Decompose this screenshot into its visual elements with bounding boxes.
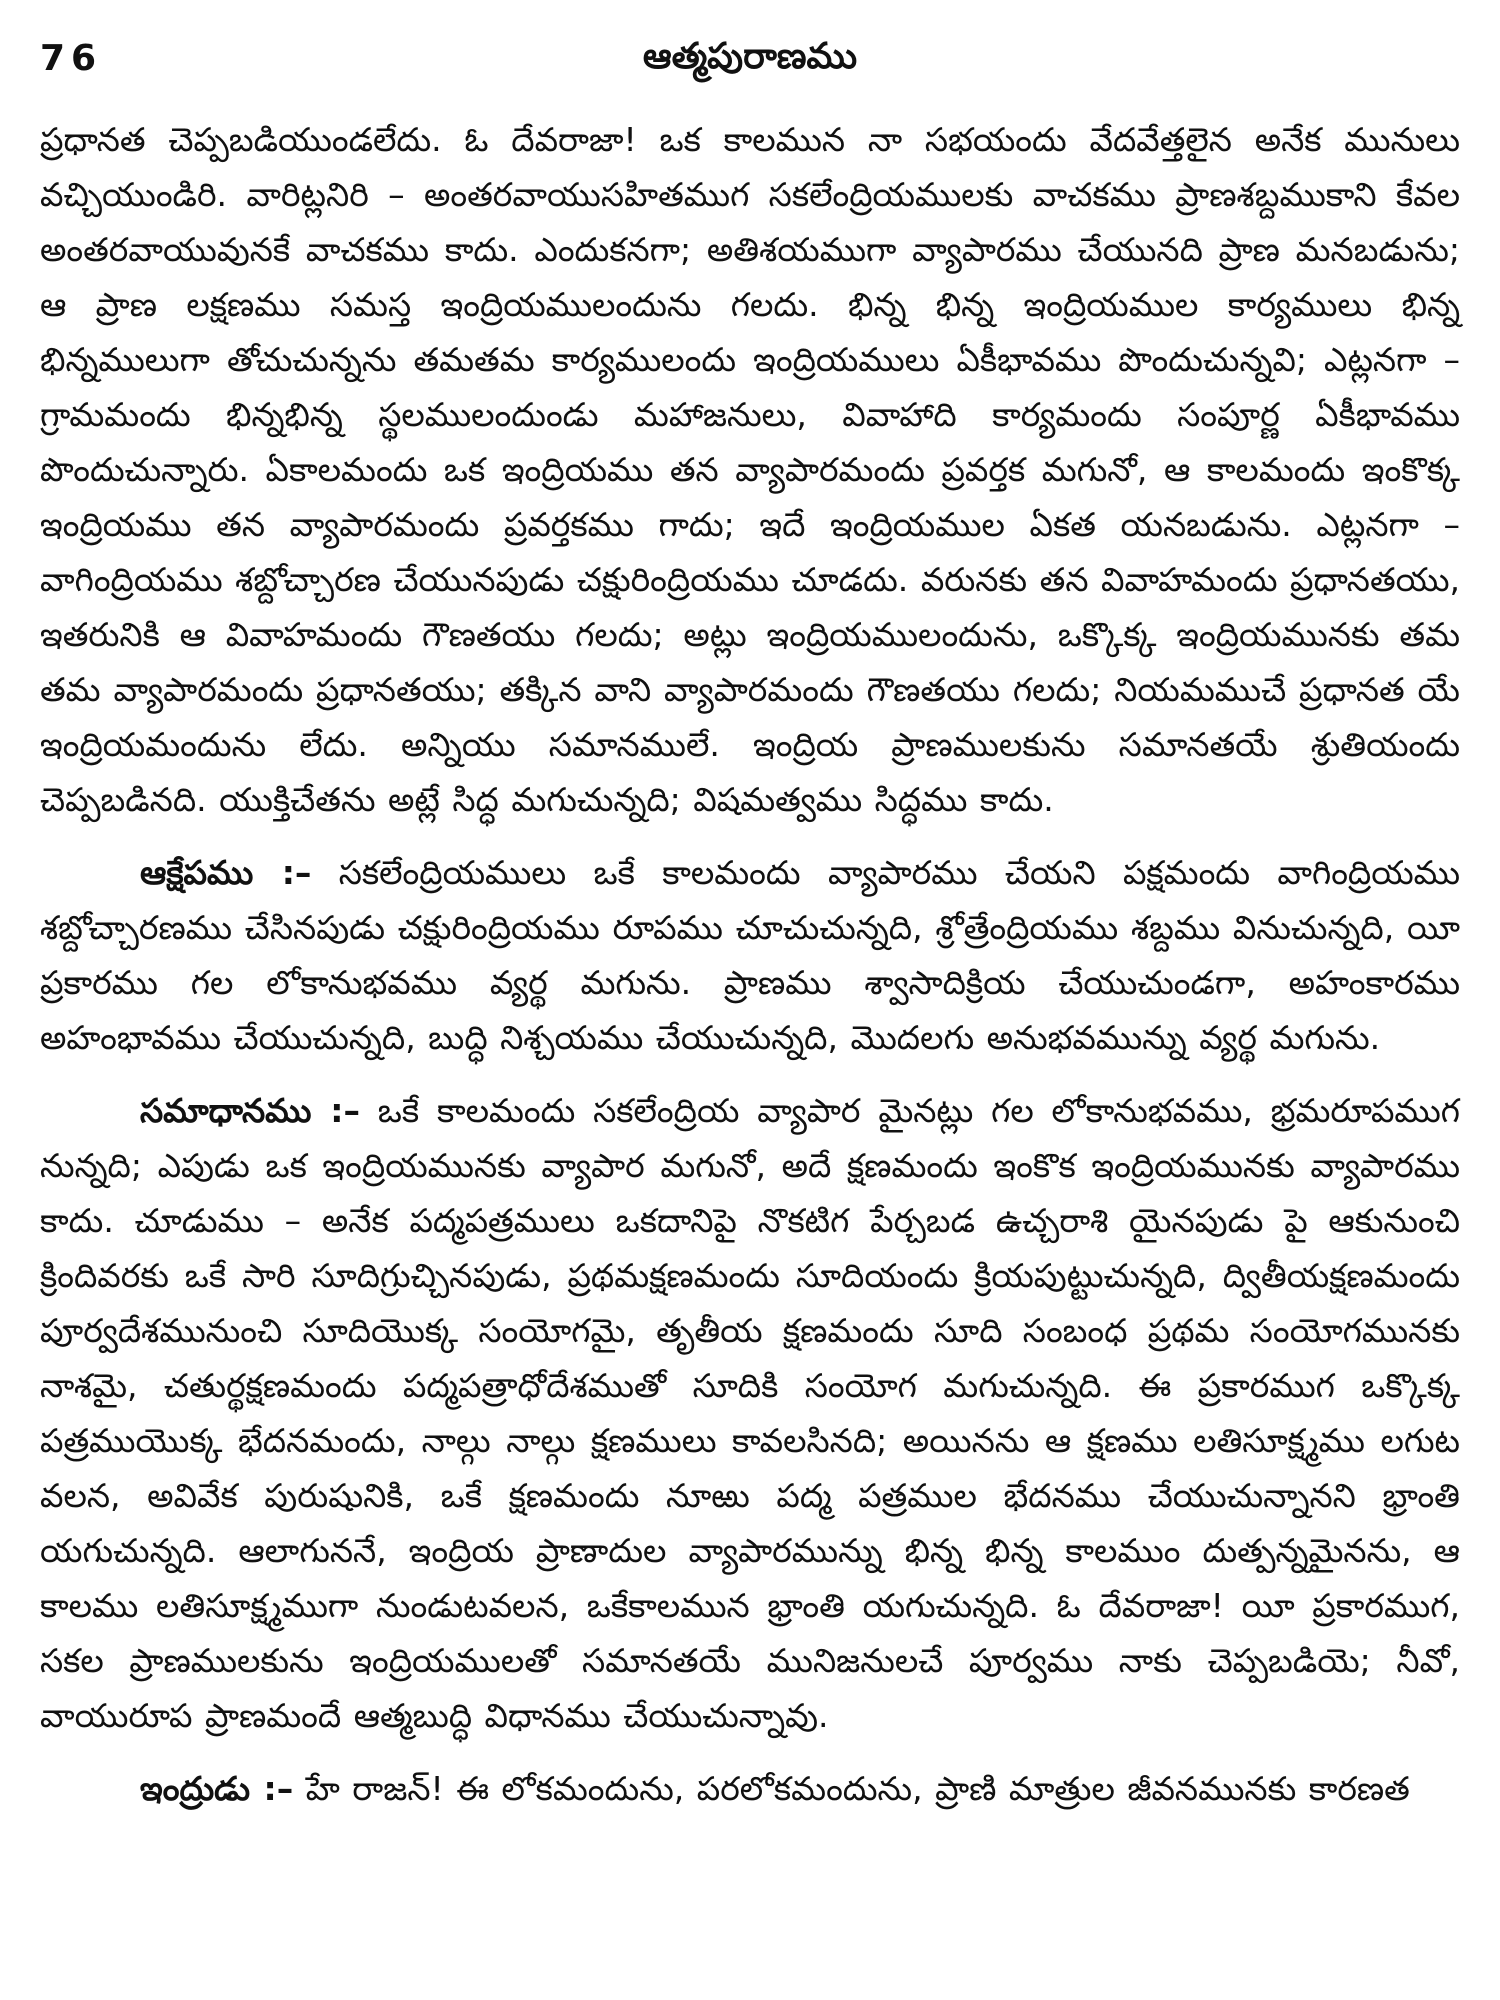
paragraph-text: ఒకే కాలమందు సకలేంద్రియ వ్యాపార మైనట్లు గల లోకానుభవము, భ్రమరూపముగ నున్నది; ఎపుడు ఒక ఇంద్రియమునకు వ్యాపార మగునో, అదే క్షణమందు ఇంకొక ఇంద్రియమునకు వ్యాపారము కాదు. చూడుము – అనేక పద్మపత్రములు ఒకదానిపై నొకటిగ పేర్చబడ ఉచ్చరాశి యైనపుడు పై ఆకునుంచి క్రిందివరకు ఒకే సారి సూదిగ్రుచ్చినపుడు, ప్రథమక్షణమందు సూదియందు క్రియపుట్టుచున్నది, ద్వితీయక్షణమందు పూర్వదేశమునుంచి సూదియొక్క సంయోగమై, తృతీయ క్షణమందు సూది సంబంధ ప్రథమ సంయోగమునకు నాశమై, చతుర్థక్షణమందు పద్మపత్రాధోదేశముతో సూదికి సంయోగ మగుచున్నది. ఈ ప్రకారముగ ఒక్కొక్క పత్రముయొక్క భేదనమందు, నాల్గు నాల్గు క్షణములు కావలసినది; అయినను ఆ క్షణము లతిసూక్ష్మము లగుట వలన, అవివేక పురుషునికి, ఒకే క్షణమందు నూఱు పద్మ పత్రముల భేదనము చేయుచున్నానని భ్రాంతి యగుచున్నది. ఆలాగుననే, ఇంద్రియ ప్రాణాదుల వ్యాపారమున్ను భిన్న భిన్న కాలముం దుత్పన్నమైనను, ఆ కాలము లతిసూక్ష్మముగా నుండుటవలన, ఒకేకాలమున భ్రాంతి యగుచున్నది. ఓ దేవరాజా! యీ ప్రకారముగ, సకల ప్రాణములకును ఇంద్రియములతో సమానతయే మునిజనులచే పూర్వము నాకు చెప్పబడియె; నీవో, వాయురూప ప్రాణమందే ఆత్మబుద్ధి విధానము చేయుచున్నావు.: [40, 1091, 1460, 1735]
speaker-label: సమాధానము :–: [140, 1091, 360, 1130]
paragraph-text: ప్రధానత చెప్పబడియుండలేదు. ఓ దేవరాజా! ఒక కాలమున నా సభయందు వేదవేత్తలైన అనేక మునులు వచ్చియుండిరి. వారిట్లనిరి – అంతరవాయుసహితముగ సకలేంద్రియములకు వాచకము ప్రాణశబ్దముకాని కేవల అంతరవాయువునకే వాచకము కాదు. ఎందుకనగా; అతిశయముగా వ్యాపారము చేయునది ప్రాణ మనబడును; ఆ ప్రాణ లక్షణము సమస్త ఇంద్రియములందును గలదు. భిన్న భిన్న ఇంద్రియముల కార్యములు భిన్న భిన్నములుగా తోచుచున్నను తమతమ కార్యములందు ఇంద్రియములు ఏకీభావము పొందుచున్నవి; ఎట్లనగా – గ్రామమందు భిన్నభిన్న స్థలములందుండు మహాజనులు, వివాహాది కార్యమందు సంపూర్ణ ఏకీభావము పొందుచున్నారు. ఏకాలమందు ఒక ఇంద్రియము తన వ్యాపారమందు ప్రవర్తక మగునో, ఆ కాలమందు ఇంకొక్క ఇంద్రియము తన వ్యాపారమందు ప్రవర్తకము గాదు; ఇదే ఇంద్రియముల ఏకత యనబడును. ఎట్లనగా – వాగింద్రియము శబ్దోచ్చారణ చేయునపుడు చక్షురింద్రియము చూడదు. వరునకు తన వివాహమందు ప్రధానతయు, ఇతరునికి ఆ వివాహమందు గౌణతయు గలదు; అట్లు ఇంద్రియములందును, ఒక్కొక్క ఇంద్రియమునకు తమ తమ వ్యాపారమందు ప్రధానతయు; తక్కిన వాని వ్యాపారమందు గౌణతయు గలదు; నియమముచే ప్రధానత యే ఇంద్రియమందును లేదు. అన్నియు సమానములే. ఇంద్రియ ప్రాణములకును సమానతయే శ్రుతియందు చెప్పబడినది. యుక్తిచేతను అట్లే సిద్ధ మగుచున్నది; విషమత్వము సిద్ధము కాదు.: [40, 120, 1461, 819]
body-text: [40, 112, 1460, 1834]
speaker-label: ఇంద్రుడు :–: [140, 1769, 294, 1808]
page-header: [40, 30, 1460, 90]
paragraph: [40, 112, 1460, 827]
paragraph-answer: [40, 1083, 1460, 1743]
paragraph-text: సకలేంద్రియములు ఒకే కాలమందు వ్యాపారము చేయని పక్షమందు వాగింద్రియము శబ్దోచ్చారణము చేసినపుడు చక్షురింద్రియము రూపము చూచుచున్నది, శ్రోత్రేంద్రియము శబ్దము వినుచున్నది, యీ ప్రకారము గల లోకానుభవము వ్యర్థ మగును. ప్రాణము శ్వాసాదిక్రియ చేయుచుండగా, అహంకారము అహంభావము చేయుచున్నది, బుద్ధి నిశ్చయము చేయుచున్నది, మొదలగు అనుభవమున్ను వ్యర్థ మగును.: [40, 853, 1460, 1057]
running-title: ఆత్మపురాణము: [642, 36, 858, 77]
paragraph-indra: [40, 1761, 1460, 1816]
paragraph-text: హే రాజన్! ఈ లోకమందును, పరలోకమందును, ప్రాణి మాత్రుల జీవనమునకు కారణత: [293, 1769, 1410, 1808]
paragraph-objection: [40, 845, 1460, 1065]
page-number: 76: [40, 38, 103, 79]
speaker-label: ఆక్షేపము :–: [140, 853, 312, 892]
